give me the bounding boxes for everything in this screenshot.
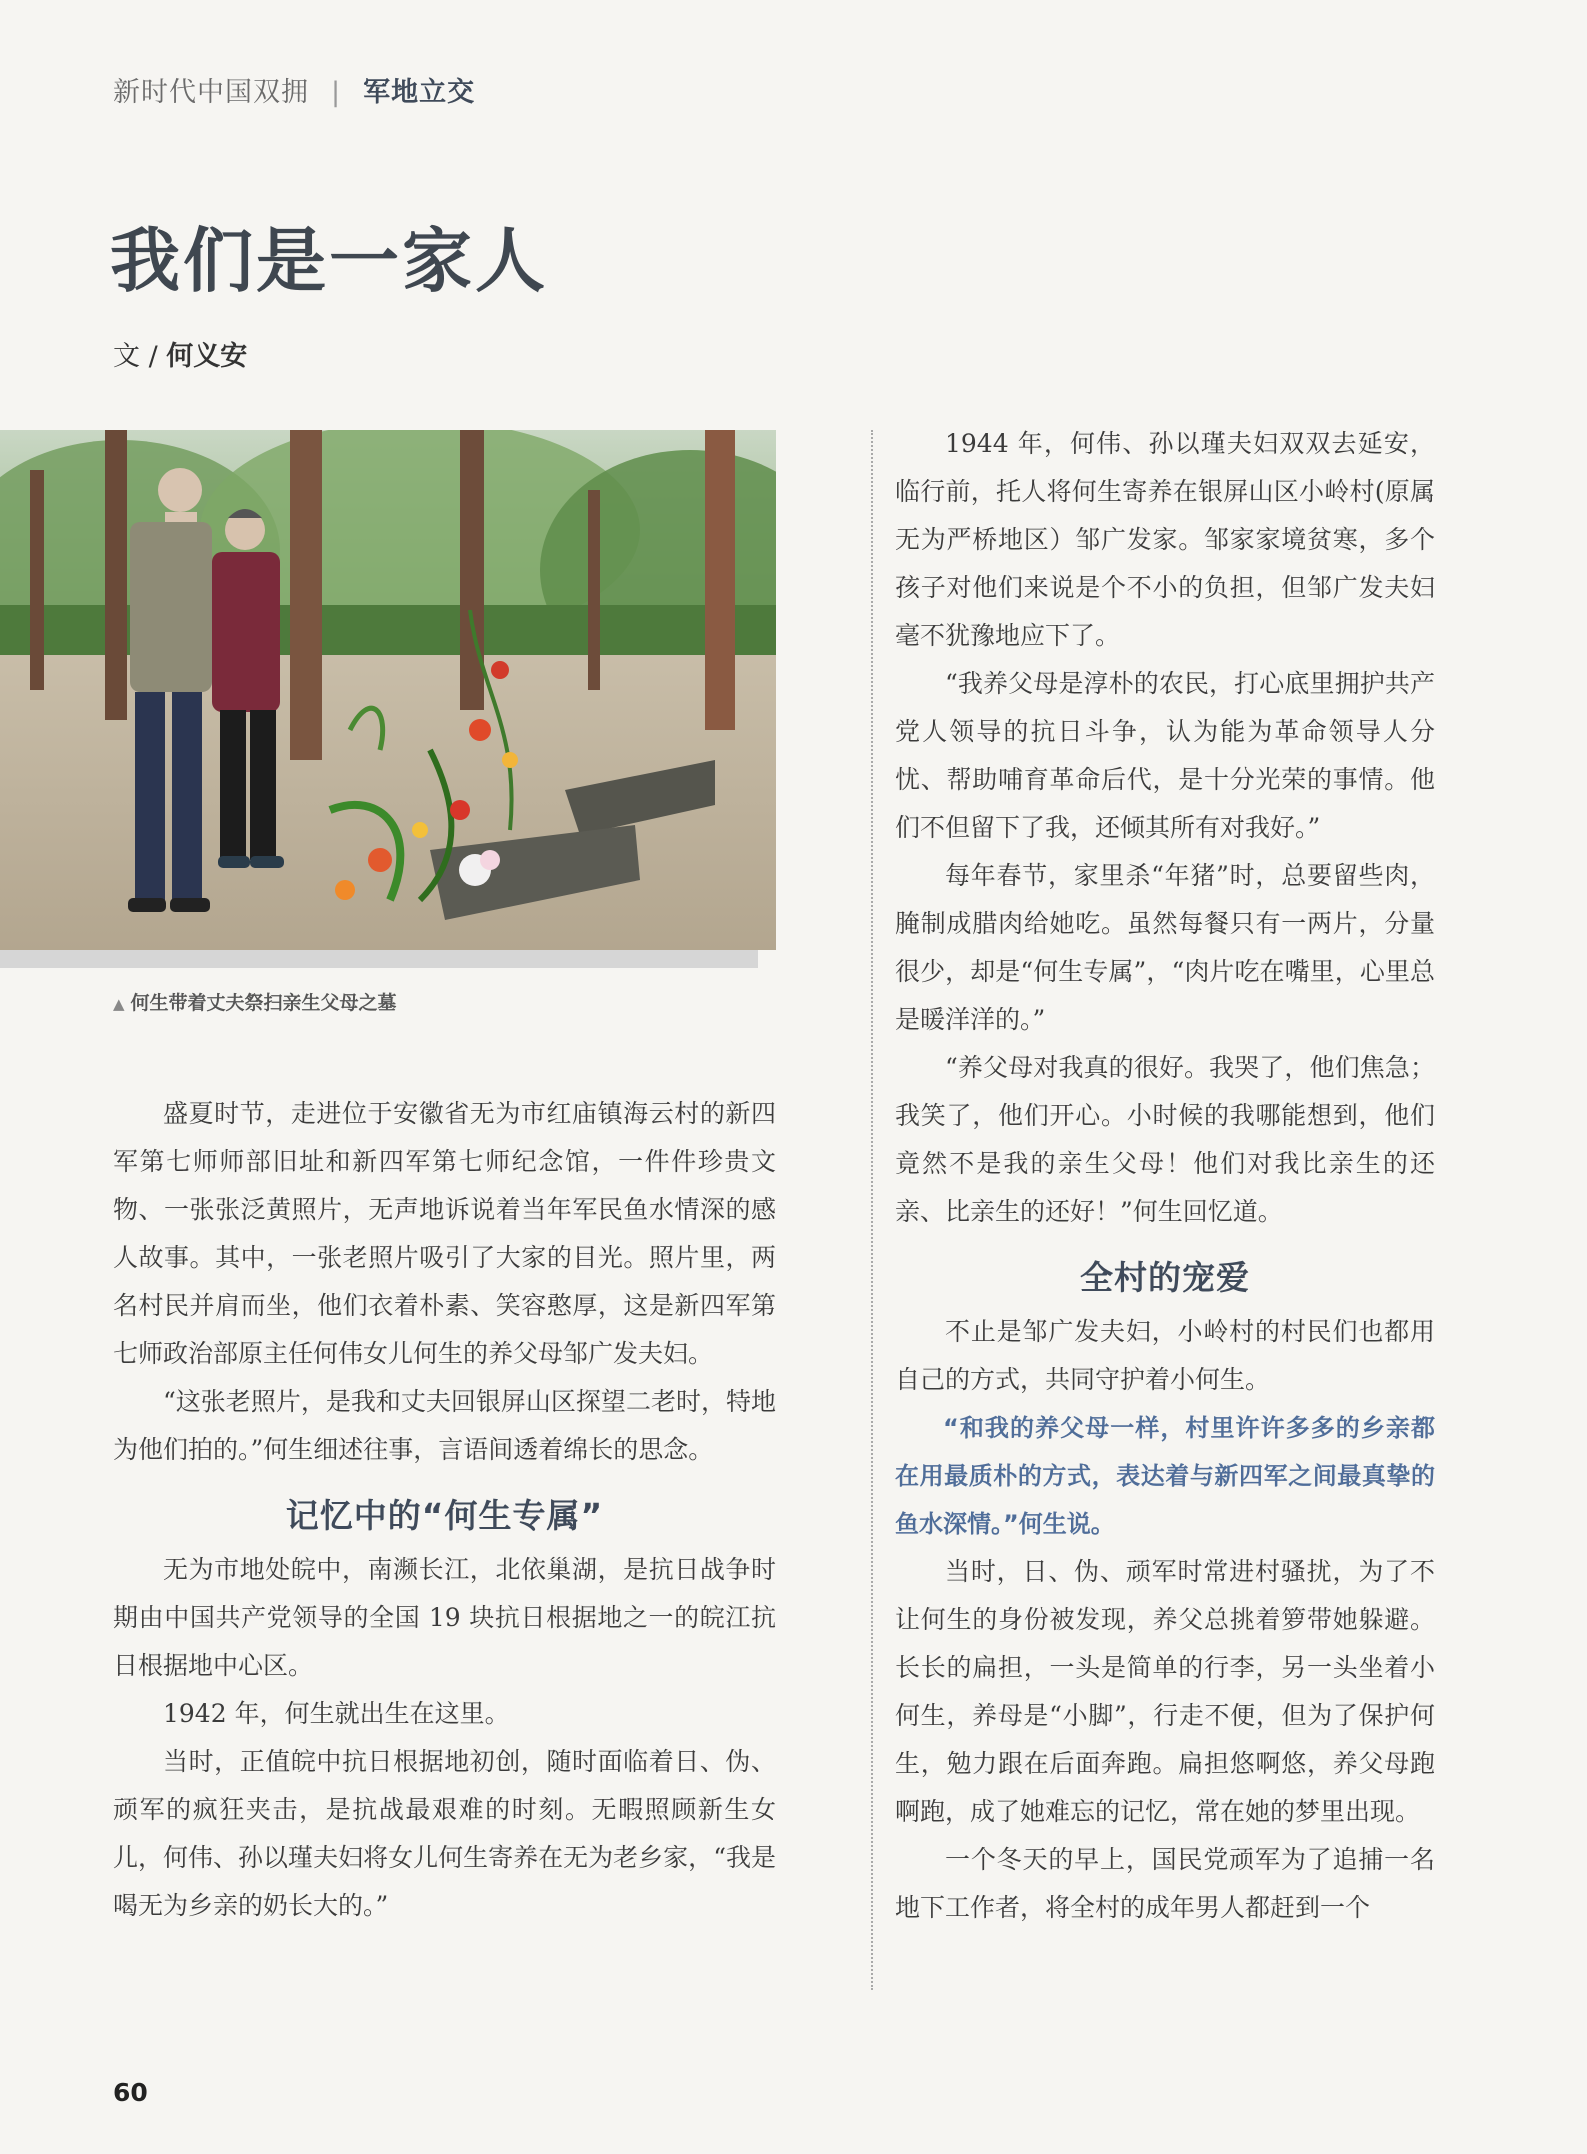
photo-caption [113,988,397,1015]
paragraph: 不止是邹广发夫妇，小岭村的村民们也都用自己的方式，共同守护着小何生。 [895,1317,1435,1394]
pull-quote: “和我的养父母一样，村里许许多多的乡亲都在用最质朴的方式，表达着与新四军之间最真挚的鱼水深情。”何生说。 [895,1414,1435,1538]
paragraph: 无为市地处皖中，南濒长江，北依巢湖，是抗日战争时期由中国共产党领导的全国 19 块抗日根据地之一的皖江抗日根据地中心区。 [113,1555,776,1680]
paragraph: 每年春节，家里杀“年猪”时，总要留些肉，腌制成腊肉给她吃。虽然每餐只有一两片，分量很少，却是“何生专属”，“肉片吃在嘴里，心里总是暖洋洋的。” [895,861,1435,1034]
header-separator: | [331,77,342,108]
column-divider [871,430,873,1990]
paragraph: 当时，正值皖中抗日根据地初创，随时面临着日、伪、顽军的疯狂夹击，是抗战最艰难的时刻。无暇照顾新生女儿，何伟、孙以瑾夫妇将女儿何生寄养在无为老乡家，“我是喝无为乡亲的奶长大的。” [113,1747,776,1920]
caption-text: 何生带着丈夫祭扫亲生父母之墓 [130,992,397,1014]
page-number: 60 [113,2078,148,2107]
subheading-memory: 记忆中的“何生专属” [285,1496,604,1535]
article-photo [0,430,776,950]
paragraph: 一个冬天的早上，国民党顽军为了追捕一名地下工作者，将全村的成年男人都赶到一个 [895,1845,1435,1922]
paragraph: 盛夏时节，走进位于安徽省无为市红庙镇海云村的新四军第七师师部旧址和新四军第七师纪念馆，一件件珍贵文物、一张张泛黄照片，无声地诉说着当年军民鱼水情深的感人故事。其中，一张老照片吸引了大家的目光。照片里，两名村民并肩而坐，他们衣着朴素、笑容憨厚，这是新四军第七师政治部原主任何伟女儿何生的养父母邹广发夫妇。 [113,1099,776,1368]
section-name: 军地立交 [363,77,476,108]
author-name: 何义安 [166,341,248,372]
photo-shadow [0,950,758,968]
magazine-name: 新时代中国双拥 [113,77,309,108]
subheading-village: 全村的宠爱 [1080,1258,1250,1297]
byline [113,334,247,373]
paragraph: 1942 年，何生就出生在这里。 [163,1699,510,1728]
paragraph: “我养父母是淳朴的农民，打心底里拥护共产党人领导的抗日斗争，认为能为革命领导人分忧、帮助哺育革命后代，是十分光荣的事情。他们不但留下了我，还倾其所有对我好。” [895,669,1435,842]
page-header [113,70,475,109]
paragraph: “这张老照片，是我和丈夫回银屏山区探望二老时，特地为他们拍的。”何生细述往事，言语间透着绵长的思念。 [113,1387,776,1464]
paragraph: 当时，日、伪、顽军时常进村骚扰，为了不让何生的身份被发现，养父总挑着箩带她躲避。长长的扁担，一头是简单的行李，另一头坐着小何生，养母是“小脚”，行走不便，但为了保护何生，勉力跟在后面奔跑。扁担悠啊悠，养父母跑啊跑，成了她难忘的记忆，常在她的梦里出现。 [895,1557,1435,1826]
paragraph: 1944 年，何伟、孙以瑾夫妇双双去延安，临行前，托人将何生寄养在银屏山区小岭村(原属无为严桥地区）邹广发家。邹家家境贫寒，多个孩子对他们来说是个不小的负担，但邹广发夫妇毫不犹豫地应下了。 [895,429,1435,650]
right-column [895,420,1435,1932]
byline-prefix: 文 / [113,341,167,372]
caption-triangle-icon: ▲ [113,995,125,1013]
article-title: 我们是一家人 [110,219,548,302]
left-column [113,1090,776,1930]
paragraph: “养父母对我真的很好。我哭了，他们焦急；我笑了，他们开心。小时候的我哪能想到，他们竟然不是我的亲生父母！他们对我比亲生的还亲、比亲生的还好！”何生回忆道。 [895,1053,1435,1226]
